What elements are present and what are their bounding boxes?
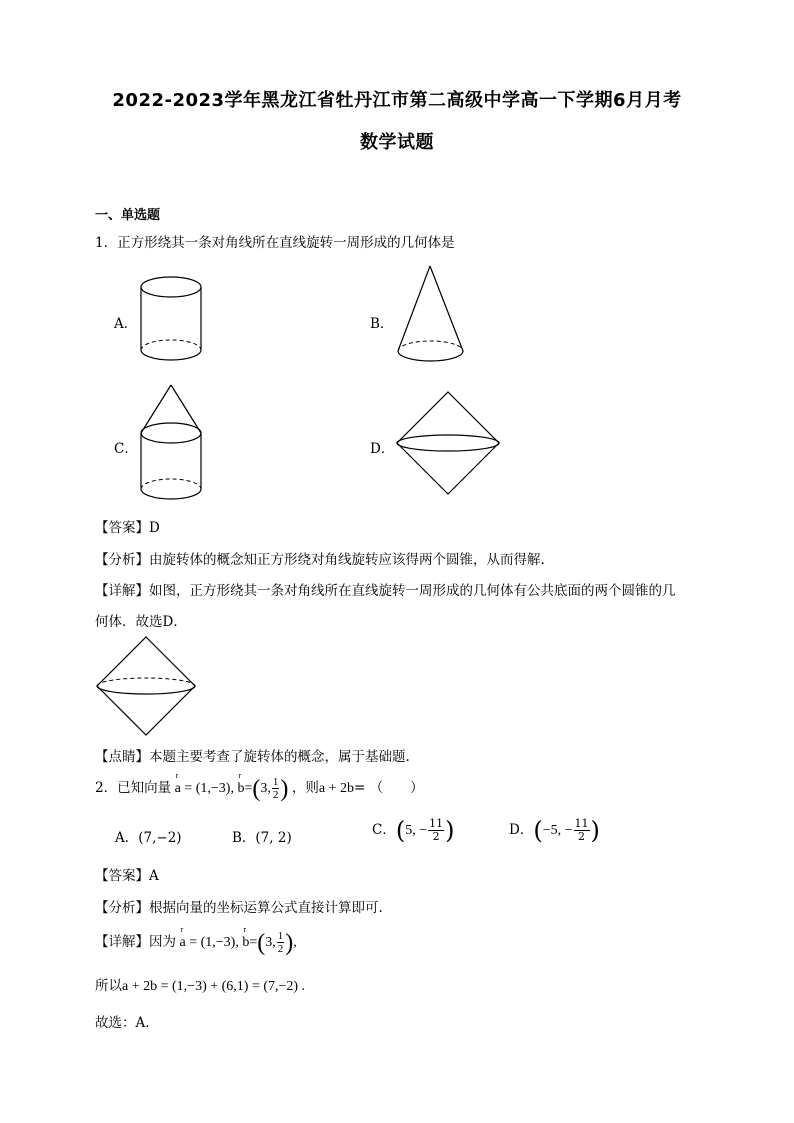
q1-detail-line2: 何体．故选D． (95, 614, 187, 630)
q2-option-a: A．(7,−2) (115, 830, 182, 846)
q1-option-c-label: C． (114, 441, 138, 457)
q1-detail-line1 (95, 579, 676, 599)
q1-option-b-label: B． (370, 316, 394, 332)
q2-analysis: 【分析】根据向量的坐标运算公式直接计算即可. (95, 900, 383, 916)
page-subtitle: 数学试题 (360, 132, 434, 153)
answer-tag: 【答案】 (95, 520, 149, 536)
double-cone-figure (396, 391, 502, 497)
q1-answer (95, 516, 160, 536)
q2-option-c: C．(5, − $\frac{11}{2}$ ) (372, 816, 455, 845)
comment-text: 本题主要考查了旋转体的概念，属于基础题. (149, 749, 410, 765)
q2-stem: 2．已知向量 r a = (1,−3), r b=(3, $\frac{1}{2}$ ) ，则a + 2b= （ ） (95, 771, 424, 802)
q2-option-b: B．(7, 2) (232, 830, 292, 846)
q1-option-d-label: D． (370, 441, 395, 457)
analysis-text: 由旋转体的概念知正方形绕对角线旋转应该得两个圆锥，从而得解. (149, 552, 545, 568)
q2-final: 故选：A. (95, 1015, 150, 1031)
cone-cylinder-figure (140, 384, 204, 504)
detail-tag: 【详解】 (95, 583, 149, 599)
q2-detail: 【详解】因为 r a = (1,−3), r b=(3, $\frac{1}{2}$ ), (95, 925, 297, 956)
q1-stem: 1．正方形绕其一条对角线所在直线旋转一周形成的几何体是 (95, 235, 455, 251)
detail-text: 如图，正方形绕其一条对角线所在直线旋转一周形成的几何体有公共底面的两个圆锥的几 (149, 583, 676, 599)
q1-option-a-label: A． (114, 316, 138, 332)
q2-conclusion: 所以a + 2b = (1,−3) + (6,1) = (7,−2) . (95, 978, 306, 994)
q1-comment (95, 745, 410, 765)
comment-tag: 【点睛】 (95, 749, 149, 765)
answer-value: D (149, 520, 160, 536)
page-title: 2022-2023学年黑龙江省牡丹江市第二高级中学高一下学期6月月考 (112, 90, 682, 111)
cone-figure (396, 265, 468, 365)
analysis-tag: 【分析】 (95, 552, 149, 568)
q2-answer: 【答案】A (95, 868, 159, 884)
q2-option-d: D．(−5, − $\frac{11}{2}$ ) (509, 816, 600, 845)
cylinder-figure (140, 275, 204, 365)
q1-analysis (95, 548, 545, 568)
solution-double-cone-figure (96, 636, 198, 738)
section-heading: 一、单选题 (95, 208, 161, 223)
